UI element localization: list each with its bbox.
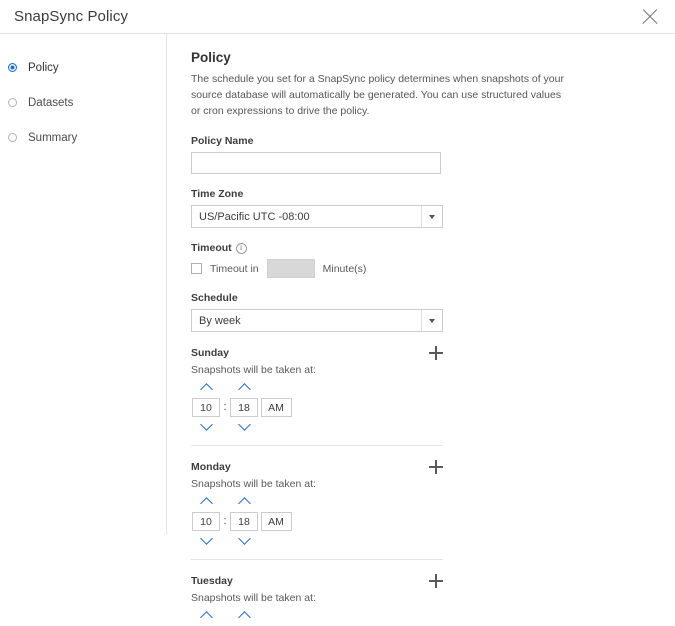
add-time-icon[interactable] (429, 574, 443, 588)
chevron-up-icon[interactable] (238, 382, 251, 395)
meridiem-stepper (259, 496, 293, 534)
day-subtitle: Snapshots will be taken at: (191, 478, 316, 491)
minute-value[interactable]: 18 (230, 512, 258, 531)
day-block-monday (191, 460, 611, 560)
chevron-up-icon[interactable] (238, 610, 251, 623)
hour-value[interactable]: 10 (192, 512, 220, 531)
hour-value[interactable]: 10 (192, 398, 220, 417)
timeout-label (191, 242, 611, 254)
chevron-up-icon[interactable] (238, 496, 251, 509)
day-header (191, 460, 443, 474)
policy-name-label: Policy Name (191, 135, 254, 148)
chevron-down-icon[interactable] (421, 206, 442, 227)
hour-stepper (191, 610, 221, 623)
day-name-label: Sunday (191, 347, 229, 360)
chevron-up-icon[interactable] (200, 496, 213, 509)
policy-name-input[interactable] (191, 152, 441, 174)
chevron-up-icon[interactable] (200, 610, 213, 623)
section-description: The schedule you set for a SnapSync policy determines when snapshots of your source database will automatically be generated. You can use structured values or cron expressions to drive the policy. (191, 73, 564, 117)
timezone-field (191, 188, 611, 228)
add-time-icon[interactable] (429, 460, 443, 474)
schedule-selected-value: By week (199, 314, 241, 327)
time-picker (191, 382, 443, 433)
minute-value[interactable]: 18 (230, 398, 258, 417)
chevron-down-icon[interactable] (421, 310, 442, 331)
day-block-tuesday (191, 574, 611, 626)
page-title: SnapSync Policy (14, 8, 129, 25)
dialog-header (0, 0, 675, 34)
sidebar-item-label: Policy (28, 61, 59, 74)
hour-stepper (191, 382, 221, 433)
chevron-down-icon[interactable] (238, 534, 251, 547)
radio-icon (8, 133, 17, 142)
time-picker (191, 610, 443, 626)
time-picker (191, 496, 443, 547)
divider (191, 445, 443, 446)
timeout-checkbox[interactable] (191, 263, 202, 274)
timeout-label-text: Timeout (191, 242, 232, 255)
radio-icon (8, 63, 17, 72)
hour-stepper (191, 496, 221, 547)
sidebar-item-policy[interactable] (0, 50, 166, 85)
radio-icon (8, 98, 17, 107)
day-block-sunday (191, 346, 611, 446)
add-time-icon[interactable] (429, 346, 443, 360)
meridiem-stepper (259, 382, 293, 420)
close-icon[interactable] (639, 6, 661, 28)
timezone-selected-value: US/Pacific UTC -08:00 (199, 210, 310, 223)
chevron-down-icon[interactable] (200, 420, 213, 433)
timezone-label: Time Zone (191, 188, 244, 201)
sidebar-item-label: Summary (28, 131, 78, 144)
time-separator: : (223, 515, 227, 528)
policy-name-field (191, 135, 611, 174)
policy-form-pane (167, 34, 675, 605)
day-name-label: Tuesday (191, 575, 233, 588)
wizard-steps (0, 34, 167, 534)
schedule-field (191, 292, 611, 332)
chevron-down-icon[interactable] (238, 420, 251, 433)
meridiem-value[interactable]: AM (261, 398, 292, 417)
timeout-suffix-label: Minute(s) (322, 262, 367, 275)
day-subtitle: Snapshots will be taken at: (191, 364, 316, 377)
sidebar-item-datasets[interactable] (0, 85, 166, 120)
day-subtitle: Snapshots will be taken at: (191, 592, 316, 605)
timezone-select[interactable] (191, 205, 443, 228)
timeout-row (191, 259, 611, 278)
day-header (191, 574, 443, 588)
day-header (191, 346, 443, 360)
timeout-field (191, 242, 611, 278)
sidebar-item-summary[interactable] (0, 120, 166, 155)
time-separator: : (223, 401, 227, 414)
minute-stepper (229, 610, 259, 623)
info-icon[interactable]: i (236, 243, 247, 254)
section-heading: Policy (191, 50, 231, 65)
chevron-down-icon[interactable] (200, 534, 213, 547)
minute-stepper (229, 382, 259, 433)
schedule-label: Schedule (191, 292, 238, 305)
sidebar-item-label: Datasets (28, 96, 74, 109)
minute-stepper (229, 496, 259, 547)
day-name-label: Monday (191, 461, 231, 474)
chevron-up-icon[interactable] (200, 382, 213, 395)
timeout-minutes-input[interactable] (267, 259, 315, 278)
timeout-prefix-label: Timeout in (210, 262, 259, 275)
divider (191, 559, 443, 560)
meridiem-value[interactable]: AM (261, 512, 292, 531)
dialog-body (0, 34, 675, 605)
schedule-select[interactable] (191, 309, 443, 332)
